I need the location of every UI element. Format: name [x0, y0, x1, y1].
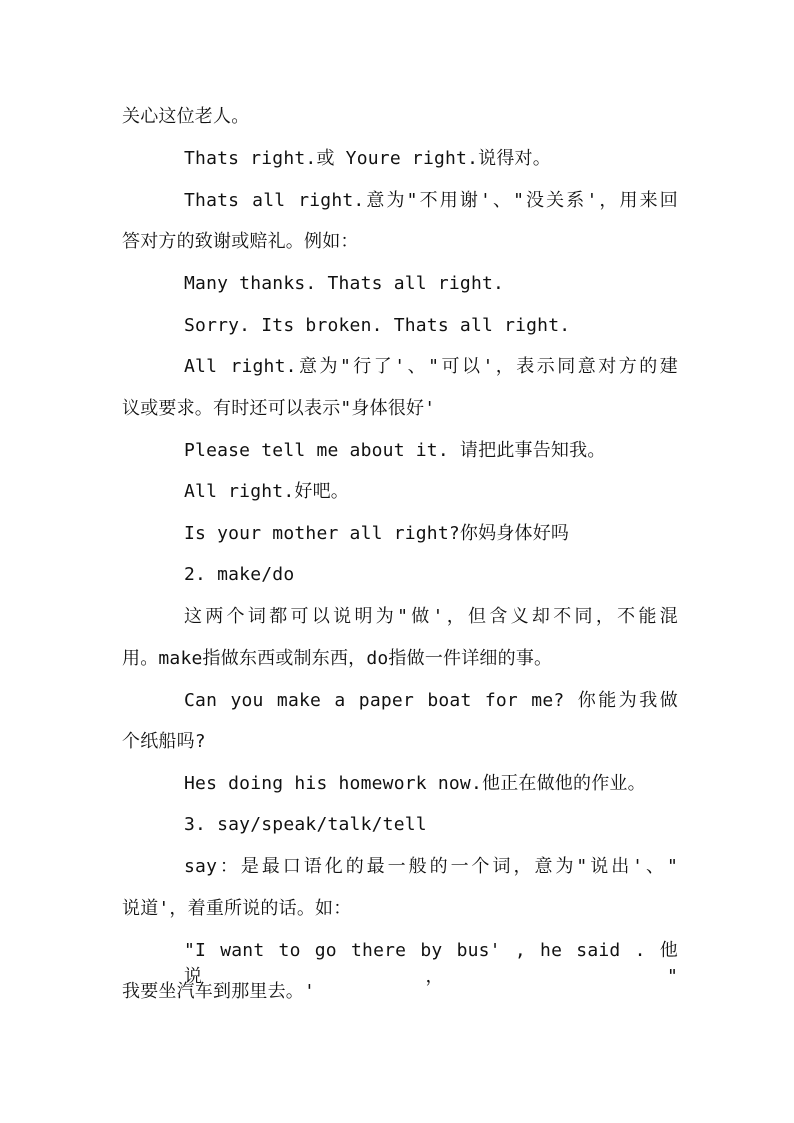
text-line: Many thanks. Thats all right. [184, 273, 505, 294]
text-line: 议或要求。有时还可以表示"身体很好' [122, 398, 436, 419]
text-line: Sorry. Its broken. Thats all right. [184, 315, 571, 336]
text-line: 说道'，着重所说的话。如： [122, 898, 352, 919]
text-line: "I want to go there by bus' , he said . 他说，" [184, 940, 678, 987]
text-line: 关心这位老人。 [122, 106, 250, 127]
text-line: All right.好吧。 [184, 481, 349, 502]
text-line: say：是最口语化的最一般的一个词，意为"说出'、" [184, 856, 678, 877]
text-line: Thats right.或 Youre right.说得对。 [184, 148, 551, 169]
text-line: Hes doing his homework now.他正在做他的作业。 [184, 773, 646, 794]
text-line: 我要坐汽车到那里去。' [122, 981, 316, 1002]
text-line: Please tell me about it. 请把此事告知我。 [184, 440, 606, 461]
section-heading: 3. say/speak/talk/tell [184, 814, 427, 835]
text-line: Thats all right.意为"不用谢'、"没关系'，用来回 [184, 190, 678, 211]
text-line: 个纸船吗? [122, 731, 206, 752]
text-line: 这两个词都可以说明为"做'，但含义却不同，不能混 [184, 606, 678, 627]
text-line: 答对方的致谢或赔礼。例如： [122, 231, 359, 252]
text-line: 用。make指做东西或制东西，do指做一件详细的事。 [122, 648, 553, 669]
text-line: Is your mother all right?你妈身体好吗 [184, 523, 570, 544]
text-line: All right.意为"行了'、"可以'，表示同意对方的建 [184, 356, 678, 377]
text-line: Can you make a paper boat for me? 你能为我做 [184, 690, 678, 711]
section-heading: 2. make/do [184, 564, 295, 585]
